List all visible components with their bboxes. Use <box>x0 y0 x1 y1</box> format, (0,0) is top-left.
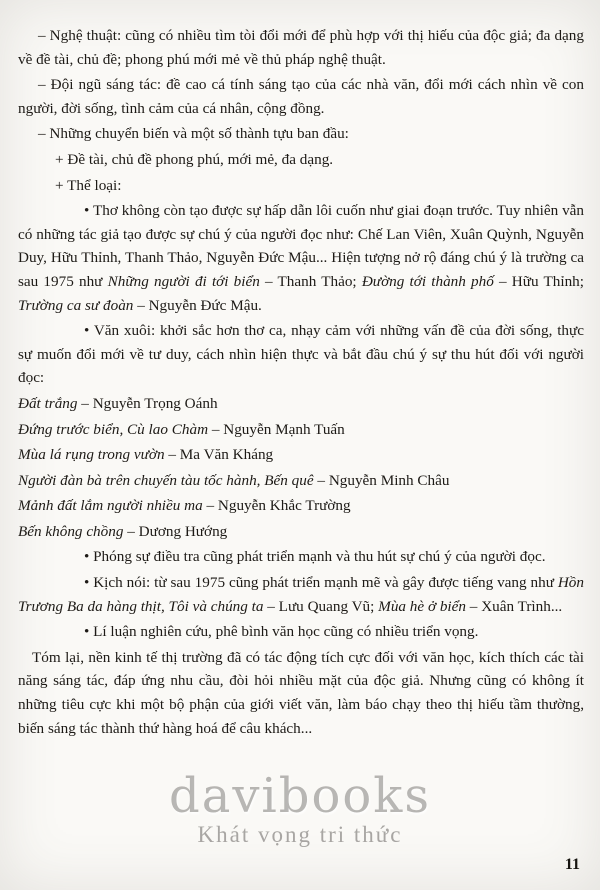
text-segment: Tóm lại, nền kinh tế thị trường đã có tác động tích cực đối với văn học, kích thích các tài năng sáng tác, đáp ứng nhu cầu, đòi hỏi nhiều mặt của độc giả. Nhưng cũng có không ít những tiêu cực khi một bộ phận của giới viết văn, làm báo chạy theo thị hiếu tầm thường, biến sáng tác thành thứ hàng hoá để câu khách... <box>18 648 584 737</box>
text-segment: – Những chuyển biến và một số thành tựu ban đầu: <box>38 125 349 143</box>
text-segment: – Đội ngũ sáng tác: đề cao cá tính sáng tạo của các nhà văn, đổi mới cách nhìn về con người, đời sống, tình cảm của cá nhân, cộng đồng. <box>18 76 584 117</box>
paragraph <box>18 494 584 518</box>
paragraph <box>18 174 584 198</box>
paragraph <box>18 571 584 618</box>
paragraph <box>18 545 584 569</box>
page-number: 11 <box>564 856 580 873</box>
text-segment: – Thanh Thảo; <box>259 272 362 290</box>
paragraph <box>18 24 584 71</box>
italic-text-segment: Mùa lá rụng trong vườn <box>18 446 165 464</box>
italic-text-segment: Mảnh đất lắm người nhiều ma <box>18 497 203 515</box>
text-segment: • Thơ không còn tạo được sự hấp dẫn lôi cuốn như giai đoạn trước. Tuy nhiên vẫn có những tác giả tạo được sự chú ý của người đọc như: Chế Lan Viên, Xuân Quỳnh, Nguyễn Duy, Hữu Thỉnh, Thanh Thảo, Nguyễn Đức Mậu... Hiện tượng nở rộ đáng chú ý là trường ca sau 1975 như <box>18 202 584 290</box>
text-segment: + Đề tài, chủ đề phong phú, mới mẻ, đa dạng. <box>55 150 334 168</box>
paragraph <box>18 520 584 544</box>
italic-text-segment: Mùa hè ở biển <box>378 597 466 615</box>
italic-text-segment: Đứng trước biển, Cù lao Chàm <box>18 420 209 438</box>
watermark-slogan: Khát vọng tri thức <box>197 822 403 847</box>
text-segment: • Lí luận nghiên cứu, phê bình văn học cũng có nhiều triển vọng. <box>84 623 479 641</box>
paragraph <box>18 73 584 120</box>
italic-text-segment: Đất trắng <box>18 394 78 412</box>
text-segment: • Phóng sự điều tra cũng phát triển mạnh và thu hút sự chú ý của người đọc. <box>84 548 546 566</box>
italic-text-segment: Trường ca sư đoàn <box>18 296 134 314</box>
text-segment: – Nguyễn Đức Mậu. <box>133 296 262 314</box>
italic-text-segment: Người đàn bà trên chuyến tàu tốc hành, Bến quê <box>18 471 314 489</box>
text-segment: – Nguyễn Trọng Oánh <box>77 394 218 412</box>
text-segment: • Kịch nói: từ sau 1975 cũng phát triển mạnh mẽ và gây được tiếng vang như <box>84 574 558 592</box>
text-segment: – Hữu Thỉnh; <box>493 272 584 290</box>
paragraph <box>18 620 584 644</box>
text-segment: • Văn xuôi: khởi sắc hơn thơ ca, nhạy cảm với những vấn đề của đời sống, thực sự muốn đổi mới về tư duy, cách nhìn hiện thực và bắt đầu chú ý sự thu hút đối với người đọc: <box>18 322 584 387</box>
text-segment: – Xuân Trình... <box>466 597 563 615</box>
text-segment: – Nguyễn Mạnh Tuấn <box>208 420 345 438</box>
watermark-brand: davibooks <box>168 768 432 824</box>
paragraph <box>18 199 584 317</box>
text-segment: – Nguyễn Khắc Trường <box>202 497 351 515</box>
text-segment: – Nghệ thuật: cũng có nhiều tìm tòi đổi mới để phù hợp với thị hiếu của độc giả; đa dạng về đề tài, chủ đề; phong phú mới mẻ về thủ pháp nghệ thuật. <box>18 27 584 68</box>
italic-text-segment: Những người đi tới biển <box>107 272 260 290</box>
paragraph <box>18 392 584 416</box>
italic-text-segment: Đường tới thành phố <box>361 272 494 290</box>
italic-text-segment: Hồn Trương Ba da hàng thịt, Tôi và chúng ta <box>18 574 584 615</box>
text-segment: – Lưu Quang Vũ; <box>263 597 379 615</box>
paragraph <box>18 418 584 442</box>
paragraph <box>18 443 584 467</box>
paragraph <box>18 148 584 172</box>
paragraph <box>18 646 584 740</box>
watermark <box>0 770 600 848</box>
paragraph <box>18 122 584 146</box>
italic-text-segment: Bến không chồng <box>18 522 124 540</box>
text-segment: – Dương Hướng <box>123 522 228 540</box>
text-segment: + Thể loại: <box>55 176 122 194</box>
page-content <box>18 24 584 742</box>
paragraph <box>18 319 584 390</box>
text-segment: – Ma Văn Kháng <box>164 446 274 464</box>
paragraph <box>18 469 584 493</box>
text-segment: – Nguyễn Minh Châu <box>313 471 450 489</box>
